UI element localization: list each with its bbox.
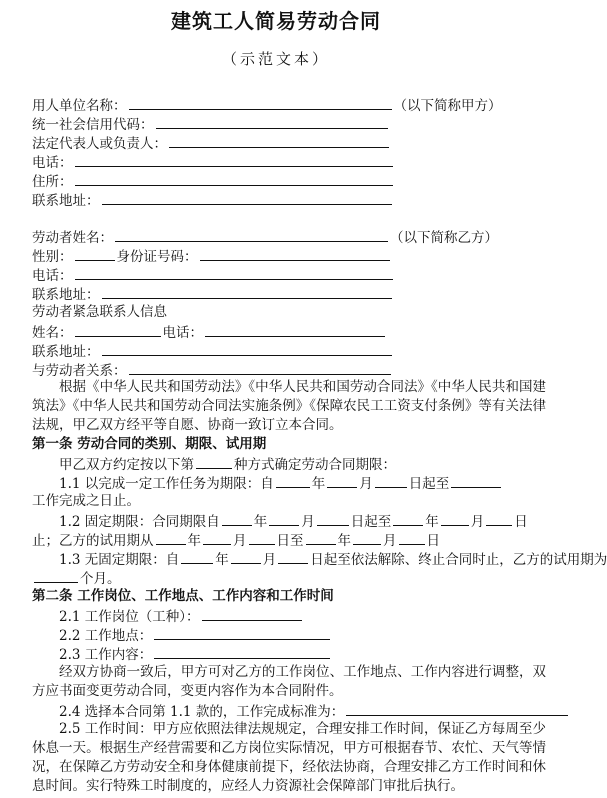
employer-phone-field[interactable] [75,152,393,167]
worker-gender-label: 性别： [32,249,73,265]
employer-name-field[interactable] [129,95,392,110]
employer-address-label: 联系地址： [32,193,100,209]
emergency-address-field[interactable] [102,341,392,356]
legal-rep-label: 法定代表人或负责人： [32,136,167,152]
article-1-intro-text-b: 种方式确定劳动合同期限： [234,457,396,473]
work-content-field[interactable] [154,644,330,659]
item-1-1-start-month[interactable] [327,473,357,488]
item-1-2-text-a: 1.2 固定期限：合同期限自 [59,514,220,530]
item-1-2-end-day[interactable] [486,511,512,526]
credit-code-row [32,114,538,133]
employer-residence-label: 住所： [32,174,73,190]
month-unit: 月 [262,552,277,568]
employer-address-row [32,190,538,209]
employer-name-suffix: （以下简称甲方） [393,98,502,114]
employer-name-label: 用人单位名称： [32,98,127,114]
completion-standard-field[interactable] [346,701,568,716]
item-1-3-row [32,549,607,568]
article-2-heading: 第二条 工作岗位、工作地点、工作内容和工作时间 [32,588,334,604]
item-2-2-row [32,625,538,644]
item-1-2-row [32,511,538,530]
emergency-phone-label: 电话： [162,325,203,341]
item-1-3-text-a: 1.3 无固定期限：自 [59,552,180,568]
employer-address-field[interactable] [102,190,392,205]
emergency-address-label: 联系地址： [32,344,100,360]
document-subtitle: （示范文本） [221,50,330,68]
item-2-2-label: 2.2 工作地点： [59,628,153,644]
item-2-3-row [32,644,538,663]
employer-residence-field[interactable] [75,171,393,186]
worker-name-row [32,227,538,246]
month-unit: 月 [359,476,373,492]
legal-rep-row [32,133,538,152]
emergency-contact-title [32,303,538,322]
item-2-3-label: 2.3 工作内容： [59,647,153,663]
emergency-relation-row [32,360,538,379]
item-1-3-row-cont [32,568,538,587]
probation-end-year[interactable] [306,530,336,545]
worker-address-label: 联系地址： [32,287,100,303]
item-1-2-end-year[interactable] [393,511,423,526]
day-unit: 日 [276,533,290,549]
item-1-1-row-cont [32,492,538,511]
emergency-phone-field[interactable] [205,322,385,337]
article-1-heading: 第一条 劳动合同的类别、期限、试用期 [32,436,267,452]
item-1-3-text-c: 个月。 [80,571,121,587]
worker-gender-id-row [32,246,538,265]
item-1-2-row-cont [32,530,538,549]
emergency-relation-field[interactable] [129,360,391,375]
worker-name-label: 劳动者姓名： [32,230,113,246]
employer-residence-row [32,171,538,190]
day-unit: 日 [350,514,365,530]
item-1-1-end-field[interactable] [451,473,501,488]
worker-phone-field[interactable] [75,265,393,280]
day-unit: 日 [514,514,528,530]
item-1-1-text-c: 工作完成之日止。 [32,493,140,509]
day-unit: 日 [426,533,440,549]
item-2-4-label: 2.4 选择本合同第 1.1 款的，工作完成标准为： [59,704,345,720]
item-2-1-label: 2.1 工作岗位（工种）： [59,609,200,625]
item-1-3-start-year[interactable] [181,549,213,564]
item-2-5-paragraph: 2.5 工作时间：甲方应依照法律法规规定，合理安排工作时间，保证乙方每周至少休息一天。根据生产经营需要和乙方岗位实际情况，甲方可根据春节、农忙、天气等情况，在保障乙方劳动安全和身体健康前提下，经依法协商，合理安排乙方工作时间和休息时间。实行特殊工时制度的，应经人力资源社会保障部门审批后执行。 [32,721,546,794]
preamble-paragraph: 根据《中华人民共和国劳动法》《中华人民共和国劳动合同法》《中华人民共和国建筑法》《中华人民共和国劳动合同法实施条例》《保障农民工工资支付条例》等有关法律法规，甲乙双方经平等自愿、协商一致订立本合同。 [32,379,546,433]
item-1-3-start-month[interactable] [231,549,261,564]
credit-code-field[interactable] [156,114,388,129]
article-1-intro [32,454,538,473]
worker-address-field[interactable] [102,284,392,299]
item-2-4-row [32,701,538,720]
item-1-1-text-b: 起至 [422,476,450,492]
item-1-2-start-month[interactable] [269,511,299,526]
probation-end-month[interactable] [353,530,381,545]
month-unit: 月 [233,533,247,549]
item-1-2-start-year[interactable] [222,511,252,526]
item-1-3-text-b: 起至依法解除、终止合同时止，乙方的试用期为 [323,552,607,568]
employer-phone-label: 电话： [32,155,73,171]
worker-name-field[interactable] [115,227,388,242]
contract-type-field[interactable] [196,454,232,469]
item-1-2-text-c: 止；乙方的试用期从 [32,533,154,549]
emergency-name-label: 姓名： [32,325,73,341]
item-2-1-row [32,606,538,625]
employer-phone-row [32,152,538,171]
worker-address-row [32,284,538,303]
year-unit: 年 [425,514,439,530]
probation-months-field[interactable] [34,568,78,583]
month-unit: 月 [383,533,397,549]
emergency-relation-label: 与劳动者关系： [32,363,127,379]
probation-end-day[interactable] [399,530,425,545]
emergency-name-field[interactable] [75,322,161,337]
month-unit: 月 [301,514,315,530]
item-1-1-text-a: 1.1 以完成一定工作任务为期限：自 [59,476,274,492]
worker-id-field[interactable] [200,246,390,261]
year-unit: 年 [311,476,326,492]
worker-phone-label: 电话： [32,268,73,284]
day-unit: 日 [310,552,324,568]
work-location-field[interactable] [154,625,330,640]
emergency-contact-label: 劳动者紧急联系人信息 [32,304,167,320]
document-title: 建筑工人简易劳动合同 [171,9,381,33]
item-1-1-row [32,473,538,492]
probation-start-day[interactable] [249,530,275,545]
credit-code-label: 统一社会信用代码： [32,117,154,133]
probation-start-month[interactable] [203,530,231,545]
day-unit: 日 [408,476,423,492]
item-1-2-text-b: 起至 [364,514,392,530]
item-1-3-start-day[interactable] [278,549,308,564]
legal-rep-field[interactable] [169,133,389,148]
year-unit: 年 [253,514,268,530]
article-1-intro-text-a: 甲乙双方约定按以下第 [59,457,194,473]
worker-id-label: 身份证号码： [116,249,198,265]
worker-phone-row [32,265,538,284]
adjustment-paragraph: 经双方协商一致后，甲方可对乙方的工作岗位、工作地点、工作内容进行调整，双方应书面变更劳动合同，变更内容作为本合同附件。 [32,664,546,699]
item-1-1-start-year[interactable] [276,473,310,488]
year-unit: 年 [215,552,229,568]
job-position-field[interactable] [202,606,302,621]
year-unit: 年 [337,533,351,549]
month-unit: 月 [470,514,485,530]
emergency-address-row [32,341,538,360]
item-1-2-end-month[interactable] [441,511,469,526]
item-1-1-start-day[interactable] [375,473,407,488]
item-1-2-start-day[interactable] [317,511,349,526]
emergency-name-phone-row [32,322,538,341]
item-1-2-text-d: 至 [290,533,304,549]
worker-name-suffix: （以下简称乙方） [390,230,498,246]
year-unit: 年 [187,533,201,549]
employer-name-row [32,95,538,114]
probation-start-year[interactable] [156,530,186,545]
worker-gender-field[interactable] [75,246,115,261]
